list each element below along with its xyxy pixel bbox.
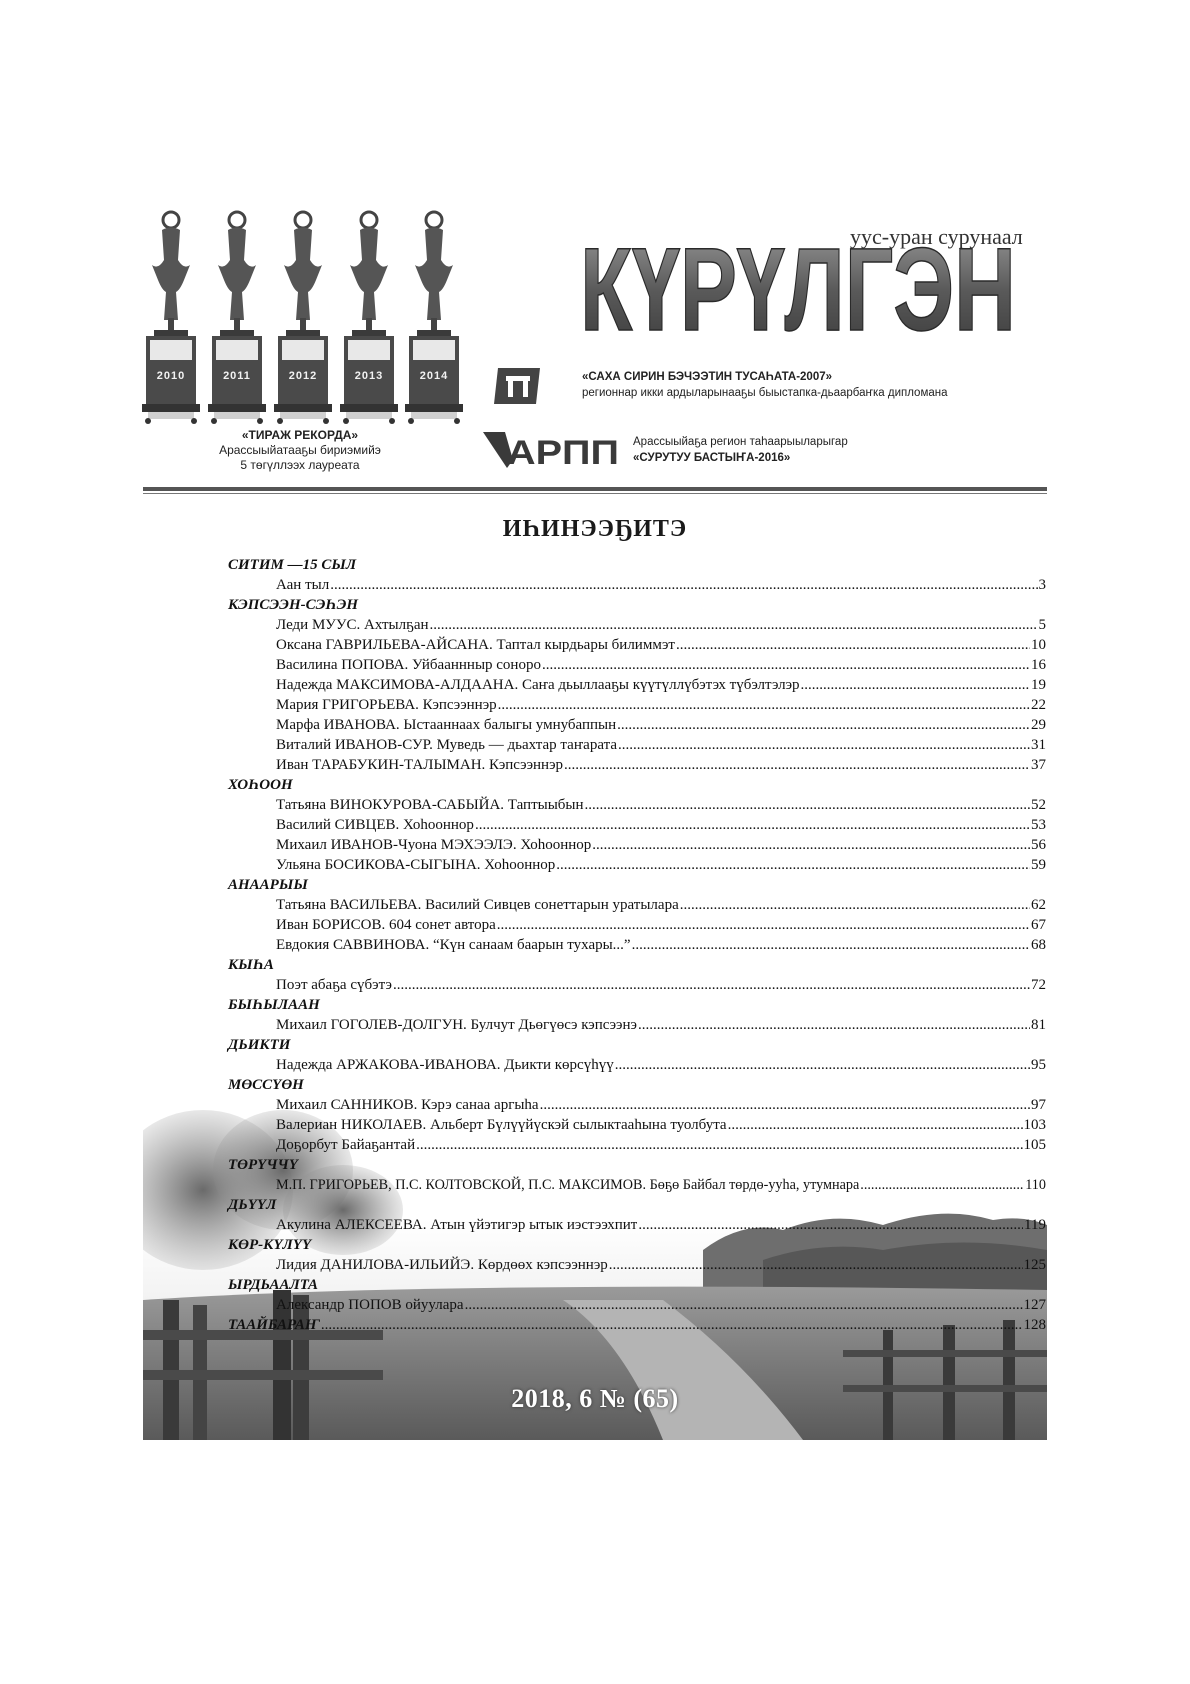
toc-leader xyxy=(618,735,1030,755)
toc-page: 119 xyxy=(1024,1217,1046,1233)
toc-entry[interactable] xyxy=(228,715,1046,735)
toc-leader xyxy=(497,915,1030,935)
toc-entry-title: Марфа ИВАНОВА. Ыстааннаах балыгы умнубаппын xyxy=(276,717,617,733)
toc-entry[interactable] xyxy=(228,895,1046,915)
toc-section-heading: КӨР-КҮЛҮҮ xyxy=(228,1237,312,1253)
tirazh-title: «ТИРАЖ РЕКОРДА» xyxy=(241,428,359,442)
award-arpp-line: Арассыыйаҕа регион таһаарыыларыгар xyxy=(633,436,848,448)
toc-entry-title: Иван ТАРАБУКИН-ТАЛЫМАН. Кэпсээннэр xyxy=(276,757,564,773)
toc-page: 67 xyxy=(1031,917,1046,933)
toc-entry[interactable] xyxy=(228,975,1046,995)
toc-entry-title: Михаил ГОГОЛЕВ-ДОЛГУН. Булчут Дьөгүөсэ кэпсээнэ xyxy=(276,1017,637,1033)
toc-leader xyxy=(540,1095,1030,1115)
trophy-2012 xyxy=(272,210,334,425)
toc-page: 105 xyxy=(1023,1137,1046,1153)
toc-leader xyxy=(465,1295,1023,1315)
masthead-text: КҮРҮЛГЭН xyxy=(580,224,1016,347)
arpp-logo-icon xyxy=(483,430,623,470)
toc-entry[interactable] xyxy=(228,815,1046,835)
toc-entry[interactable] xyxy=(228,1015,1046,1035)
award-sakha-title: «САХА СИРИН БЭЧЭЭТИН ТУСАҺАТА-2007» xyxy=(582,371,833,383)
toc-entry[interactable] xyxy=(228,1055,1046,1075)
toc-section-heading: ДЬҮҮЛ xyxy=(228,1197,277,1213)
toc-entry[interactable] xyxy=(228,1095,1046,1115)
toc-page: 3 xyxy=(1038,577,1046,593)
toc-leader xyxy=(680,895,1030,915)
toc-section-heading: ТААЙБАРАҤ xyxy=(228,1317,320,1333)
toc-leader xyxy=(638,1015,1030,1035)
toc-entry[interactable] xyxy=(228,675,1046,695)
toc-leader xyxy=(676,635,1030,655)
toc-entry-title: Акулина АЛЕКСЕЕВА. Атын үйэтигэр ытык иэстээхпит xyxy=(276,1217,638,1233)
tirazh-line1: Арассыыйатааҕы бириэмийэ xyxy=(219,443,381,457)
toc-leader xyxy=(542,655,1030,675)
tirazh-line2: 5 төгүллээх лауреата xyxy=(240,458,360,472)
masthead-logo xyxy=(580,212,1020,347)
toc-entry-title: Василий СИВЦЕВ. Хоһооннор xyxy=(276,817,474,833)
toc-entry[interactable] xyxy=(228,575,1046,595)
toc-entry[interactable] xyxy=(228,1255,1046,1275)
toc-leader xyxy=(475,815,1030,835)
toc-entry-title: Оксана ГАВРИЛЬЕВА-АЙСАНА. Таптал кырдьары билиммэт xyxy=(276,637,675,653)
trophy-2010 xyxy=(140,210,202,425)
toc-section-heading: ТӨРҮЧЧҮ xyxy=(228,1157,298,1173)
toc-page: 22 xyxy=(1031,697,1046,713)
toc-entry-title: Доҕорбут Байаҕантай xyxy=(276,1137,416,1153)
award-sakha-line: регионнар икки ардыларынааҕы быыстапка-дьаарбаҥка дипломана xyxy=(582,387,948,399)
toc-entry[interactable] xyxy=(228,615,1046,635)
toc-page: 125 xyxy=(1023,1257,1046,1273)
toc-page: 95 xyxy=(1031,1057,1046,1073)
toc-leader xyxy=(617,715,1030,735)
toc-section-heading: ЫРДЬААЛТА xyxy=(228,1277,318,1293)
trophy-2013 xyxy=(338,210,400,425)
toc-entry-title: Михаил ИВАНОВ-Чуона МЭХЭЭЛЭ. Хоһооннор xyxy=(276,837,592,853)
trophy-2014 xyxy=(403,210,465,425)
header-divider xyxy=(143,487,1047,491)
toc-entry-title: Ульяна БОСИКОВА-СЫГЫНА. Хоһооннор xyxy=(276,857,556,873)
trophy-year-label: 2012 xyxy=(288,370,318,382)
header-divider-thin xyxy=(143,493,1047,494)
toc-entry[interactable] xyxy=(228,635,1046,655)
toc-entry-title: Лидия ДАНИЛОВА-ИЛЬИЙЭ. Көрдөөх кэпсээннэр xyxy=(276,1257,608,1273)
toc-page: 68 xyxy=(1031,937,1046,953)
toc-entry[interactable] xyxy=(228,1175,1046,1195)
toc-entry-title: Мария ГРИГОРЬЕВА. Кэпсээннэр xyxy=(276,697,497,713)
award-arpp-title: «СУРУТУУ БАСТЫҤА-2016» xyxy=(633,452,791,464)
trophy-year-label: 2011 xyxy=(223,370,251,382)
toc-entry[interactable] xyxy=(228,1295,1046,1315)
toc-leader xyxy=(330,575,1037,595)
toc-leader xyxy=(801,675,1030,695)
toc-page: 5 xyxy=(1038,617,1046,633)
toc-page: 16 xyxy=(1031,657,1046,673)
toc-page: 81 xyxy=(1031,1017,1046,1033)
toc-page: 127 xyxy=(1023,1297,1046,1313)
toc-entry-title: Иван БОРИСОВ. 604 сонет автора xyxy=(276,917,496,933)
toc-entry-title: Валериан НИКОЛАЕВ. Альберт Бүлүүйүскэй сылыктааһына туолбута xyxy=(276,1117,727,1133)
toc-entry-title: Евдокия САВВИНОВА. “Күн санаам баарын тухары...” xyxy=(276,937,631,953)
header xyxy=(0,0,1190,500)
toc-page: 110 xyxy=(1025,1177,1046,1193)
trophy-year-label: 2010 xyxy=(156,370,186,382)
toc-entry-title: Александр ПОПОВ ойуулара xyxy=(276,1297,464,1313)
toc-leader xyxy=(638,1215,1023,1235)
tirazh-record-caption xyxy=(150,428,450,473)
toc-section-heading: КЫҺА xyxy=(228,957,274,973)
toc-page: 97 xyxy=(1031,1097,1046,1113)
toc-leader xyxy=(632,935,1030,955)
toc-section-row xyxy=(228,1315,1046,1335)
toc-entry[interactable] xyxy=(228,695,1046,715)
toc-entry-title: Надежда МАКСИМОВА-АЛДААНА. Саҥа дьыллааҕы күүтүллүбэтэх түбэлтэлэр xyxy=(276,677,800,693)
toc-entry-title: Надежда АРЖАКОВА-ИВАНОВА. Дьикти көрсүһүү xyxy=(276,1057,614,1073)
toc-entry[interactable] xyxy=(228,735,1046,755)
toc-page: 62 xyxy=(1031,897,1046,913)
journal-subtitle: уус-уран сурунаал xyxy=(850,224,1023,249)
toc-page: 53 xyxy=(1031,817,1046,833)
sakha-logo-icon xyxy=(492,364,544,408)
toc-section-heading: ХОҺООН xyxy=(228,777,293,793)
toc-entry-title: Татьяна ВИНОКУРОВА-САБЫЙА. Таптыыбын xyxy=(276,797,584,813)
toc-entry[interactable] xyxy=(228,835,1046,855)
toc-entry-title: Леди МУУС. Ахтылҕан xyxy=(276,617,429,633)
toc-page: 128 xyxy=(1023,1317,1046,1333)
toc-page: 103 xyxy=(1023,1117,1046,1133)
toc-page: 59 xyxy=(1031,857,1046,873)
toc-section-heading: МӨССҮӨН xyxy=(228,1077,304,1093)
toc-page: 37 xyxy=(1031,757,1046,773)
toc-entry-title: Поэт абаҕа сүбэтэ xyxy=(276,977,392,993)
toc-page: 72 xyxy=(1031,977,1046,993)
toc-leader xyxy=(416,1135,1022,1155)
toc-leader xyxy=(556,855,1030,875)
toc-page: 10 xyxy=(1031,637,1046,653)
toc-entry[interactable] xyxy=(228,1115,1046,1135)
toc-leader xyxy=(728,1115,1023,1135)
table-of-contents xyxy=(228,555,1046,1335)
award-sakha xyxy=(582,369,948,401)
toc-page: 29 xyxy=(1031,717,1046,733)
toc-section-heading: АНААРЫЫ xyxy=(228,877,308,893)
toc-entry-title: Татьяна ВАСИЛЬЕВА. Василий Сивцев сонеттарын уратылара xyxy=(276,897,679,913)
toc-leader xyxy=(564,755,1030,775)
toc-section-heading: БЫҺЫЛААН xyxy=(228,997,320,1013)
issue-number: 2018, 6 № (65) xyxy=(511,1384,679,1413)
toc-entry[interactable] xyxy=(228,1135,1046,1155)
toc-leader xyxy=(498,695,1030,715)
toc-leader xyxy=(585,795,1030,815)
toc-page: 56 xyxy=(1031,837,1046,853)
toc-entry[interactable] xyxy=(228,755,1046,775)
toc-entry[interactable] xyxy=(228,935,1046,955)
toc-page: 19 xyxy=(1031,677,1046,693)
toc-page: 52 xyxy=(1031,797,1046,813)
award-arpp xyxy=(633,434,848,466)
toc-entry-title: Михаил САННИКОВ. Кэрэ санаа аргыһа xyxy=(276,1097,539,1113)
toc-leader xyxy=(430,615,1038,635)
toc-page: 31 xyxy=(1031,737,1046,753)
toc-section-heading: СИТИМ —15 СЫЛ xyxy=(228,557,357,573)
toc-entry[interactable] xyxy=(228,855,1046,875)
contents-title: ИҺИНЭЭҔИТЭ xyxy=(502,516,688,542)
toc-entry[interactable] xyxy=(228,795,1046,815)
toc-leader xyxy=(393,975,1030,995)
toc-entry[interactable] xyxy=(228,915,1046,935)
toc-leader xyxy=(321,1315,1023,1335)
toc-entry-title: М.П. ГРИГОРЬЕВ, П.С. КОЛТОВСКОЙ, П.С. МАКСИМОВ. Бөҕө Байбал төрдө-ууһа, утумнара xyxy=(276,1177,860,1193)
toc-leader xyxy=(592,835,1030,855)
trophies-image xyxy=(140,210,465,425)
toc-section-heading: КЭПСЭЭН-СЭҺЭН xyxy=(228,597,359,613)
toc-section-heading: ДЬИКТИ xyxy=(228,1037,291,1053)
toc-entry-title: Василина ПОПОВА. Уйбааннныр соноро xyxy=(276,657,541,673)
toc-entry[interactable] xyxy=(228,655,1046,675)
trophy-2011 xyxy=(206,210,268,425)
toc-entry[interactable] xyxy=(228,1215,1046,1235)
toc-entry-title: Аан тыл xyxy=(276,577,330,593)
arpp-logo-text: АРПП xyxy=(507,434,619,470)
toc-entry-title: Виталий ИВАНОВ-СУР. Муведь — дьахтар таҥарата xyxy=(276,737,617,753)
toc-leader xyxy=(609,1255,1023,1275)
toc-leader xyxy=(615,1055,1030,1075)
trophy-year-label: 2013 xyxy=(354,370,384,382)
toc-leader xyxy=(860,1175,1024,1195)
trophy-year-label: 2014 xyxy=(419,370,449,382)
